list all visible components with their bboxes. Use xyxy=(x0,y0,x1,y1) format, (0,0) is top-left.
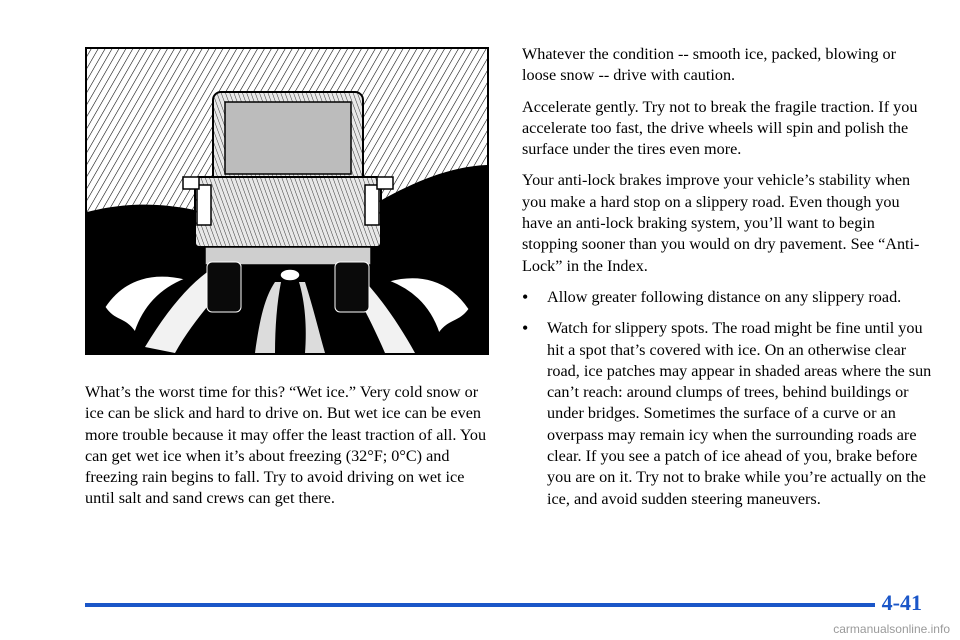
list-item xyxy=(522,318,932,510)
accelerate-paragraph: Accelerate gently. Try not to break the fragile traction. If you accelerate too fast, the drive wheels will spin and polish the surface under the tires even more. xyxy=(522,97,918,159)
truck-on-icy-road-icon xyxy=(85,47,489,355)
tips-bullet-list xyxy=(522,287,932,510)
driving-tips-column xyxy=(522,44,932,520)
bullet-text: Allow greater following distance on any slippery road. xyxy=(547,287,902,306)
bullet-text: Watch for slippery spots. The road might be fine until you hit a spot that’s covered with ice. On an otherwise clear road, ice patches may appear in shaded areas where the sun can’t reach: around clumps of trees, behind buildings or under bridges. Sometimes the surface of a curve or an overpass may remain icy when the surrounding roads are clear. If you see a patch of ice ahead of you, brake before you are on it. Try not to brake while you’re actually on the ice, and avoid sudden steering maneuvers. xyxy=(547,319,932,508)
truck-on-ice-illustration xyxy=(85,47,489,355)
watermark-text: carmanualsonline.info xyxy=(833,622,950,636)
caution-paragraph: Whatever the condition -- smooth ice, packed, blowing or loose snow -- drive with caution. xyxy=(522,45,896,85)
page-number: 4-41 xyxy=(881,590,922,615)
wet-ice-paragraph: What’s the worst time for this? “Wet ice.” Very cold snow or ice can be slick and hard to drive on. But wet ice can be even more trouble because it may offer the least traction of all. You can get wet ice when it’s about freezing (32°F; 0°C) and freezing rain begins to fall. Try to avoid driving on wet ice until salt and sand crews can get there. xyxy=(85,383,487,508)
footer-rule xyxy=(85,603,875,607)
anti-lock-paragraph: Your anti-lock brakes improve your vehicle’s stability when you make a hard stop on a slippery road. Even though you have an anti-lock braking system, you’ll want to begin stopping sooner than you would on dry pavement. See “Anti-Lock” in the Index. xyxy=(522,171,920,275)
bullet-icon: • xyxy=(522,286,529,307)
list-item xyxy=(522,287,932,308)
bullet-icon: • xyxy=(522,318,529,339)
